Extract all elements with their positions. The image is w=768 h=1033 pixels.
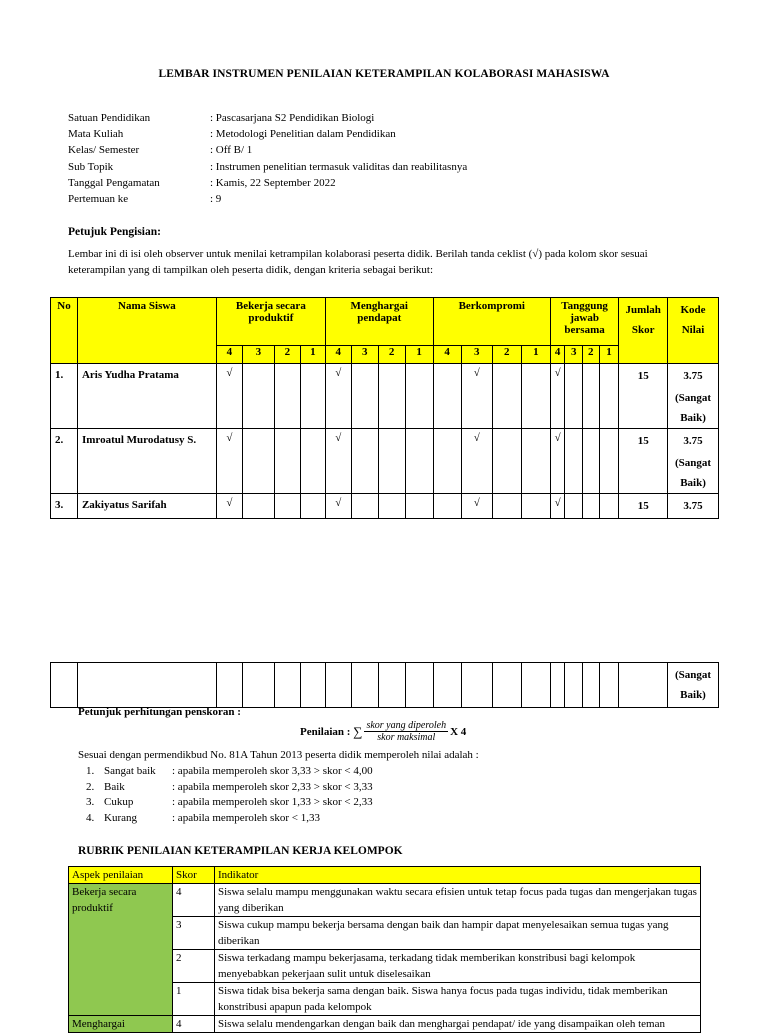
scoring-heading: Petunjuk perhitungan penskoran :: [78, 706, 241, 718]
score-cell[interactable]: [351, 429, 378, 494]
score-cell[interactable]: [274, 494, 300, 519]
score-cell[interactable]: [599, 429, 619, 494]
score-header: 2: [583, 346, 600, 364]
criteria-desc: : apabila memperoleh skor 3,33 > skor < 4,00: [172, 765, 373, 777]
rubric-row: [69, 884, 701, 917]
score-header: 3: [351, 346, 378, 364]
score-header: 3: [242, 346, 274, 364]
header-aspect-1: Bekerja secara produktif: [216, 298, 325, 346]
total-score: 15: [619, 494, 668, 519]
info-block: [68, 110, 467, 207]
rubric-indicator: Siswa cukup mampu bekerja bersama dengan baik dan hampir dapat menyelesaikan semua tugas yang diberikan: [215, 917, 701, 950]
total-score: 15: [619, 364, 668, 429]
score-cell[interactable]: [433, 494, 461, 519]
check-mark[interactable]: √: [461, 364, 492, 429]
code-cell: [668, 429, 719, 494]
total-score: 15: [619, 429, 668, 494]
score-cell[interactable]: [565, 364, 583, 429]
header-code: Kode Nilai: [668, 298, 719, 364]
score-cell[interactable]: [599, 494, 619, 519]
criteria-label: Kurang: [104, 811, 137, 824]
info-row: [68, 159, 467, 175]
check-mark[interactable]: √: [216, 494, 242, 519]
criteria-number: 1.: [86, 765, 95, 777]
score-cell[interactable]: [433, 364, 461, 429]
criteria-desc: : apabila memperoleh skor 2,33 > skor < 3,33: [172, 780, 373, 793]
score-cell[interactable]: [300, 494, 325, 519]
score-cell[interactable]: [583, 429, 600, 494]
row-number: 3.: [51, 494, 78, 519]
formula-denominator: skor maksimal: [377, 732, 436, 743]
score-header: 4: [216, 346, 242, 364]
rubric-score: 2: [173, 950, 215, 983]
rubric-score: 4: [173, 884, 215, 917]
info-value: : 9: [210, 193, 222, 206]
score-cell[interactable]: [405, 429, 433, 494]
score-cell[interactable]: [242, 494, 274, 519]
score-cell[interactable]: [242, 364, 274, 429]
score-header: 1: [521, 346, 550, 364]
info-row: [68, 110, 467, 126]
info-value: : Off B/ 1: [210, 144, 253, 157]
score-cell[interactable]: [242, 429, 274, 494]
rubric-header-aspect: Aspek penilaian: [69, 867, 173, 884]
code-value: 3.75: [683, 500, 703, 512]
formula-multiplier: X 4: [450, 725, 467, 738]
score-cell[interactable]: [405, 494, 433, 519]
criteria-item: [86, 780, 373, 796]
score-cell[interactable]: [274, 364, 300, 429]
score-header: 2: [274, 346, 300, 364]
criteria-item: [86, 811, 373, 827]
score-header: 2: [492, 346, 521, 364]
document-title: LEMBAR INSTRUMEN PENILAIAN KETERAMPILAN KOLABORASI MAHASISWA: [158, 68, 610, 80]
check-mark[interactable]: √: [216, 364, 242, 429]
formula-numerator: skor yang diperoleh: [366, 720, 447, 731]
check-mark[interactable]: √: [325, 494, 351, 519]
score-header: 4: [433, 346, 461, 364]
check-mark[interactable]: √: [325, 429, 351, 494]
header-no: No: [51, 298, 78, 364]
assessment-table: [50, 297, 719, 519]
table-row: [51, 429, 719, 494]
criteria-item: [86, 764, 373, 780]
criteria-desc: : apabila memperoleh skor 1,33 > skor < 2,33: [172, 796, 373, 809]
score-cell[interactable]: [300, 364, 325, 429]
rubric-score: 3: [173, 917, 215, 950]
info-label: Tanggal Pengamatan: [68, 176, 160, 189]
rubric-row: [69, 1016, 701, 1033]
rubric-indicator: Siswa tidak bisa bekerja sama dengan baik. Siswa hanya focus pada tugas individu, tidak memberikan konstribusi apapun pada kelompok: [215, 983, 701, 1016]
criteria-number: 3.: [86, 796, 95, 809]
student-name: Imroatul Murodatusy S.: [77, 429, 216, 494]
rubric-indicator: Siswa selalu mendengarkan dengan baik dan menghargai pendapat/ ide yang disampaikan oleh teman: [215, 1016, 701, 1033]
score-header: 1: [405, 346, 433, 364]
score-cell[interactable]: [492, 494, 521, 519]
instructions-text: Lembar ini di isi oleh observer untuk menilai ketrampilan kolaborasi peserta didik. Berilah tanda ceklist (√) pada kolom skor sesuai keterampilan yang di tampilkan oleh peserta didik, dengan kriteria sebagai berikut:: [68, 248, 648, 276]
header-name: Nama Siswa: [77, 298, 216, 364]
score-cell[interactable]: [378, 494, 405, 519]
info-row: [68, 142, 467, 158]
info-label: Satuan Pendidikan: [68, 112, 151, 124]
check-mark[interactable]: √: [325, 364, 351, 429]
score-cell[interactable]: [378, 429, 405, 494]
score-cell[interactable]: [565, 429, 583, 494]
check-mark[interactable]: √: [550, 364, 565, 429]
score-cell[interactable]: [351, 364, 378, 429]
code-label: (Sangat Baik): [675, 457, 712, 489]
rubric-score: 4: [173, 1016, 215, 1033]
score-header: 4: [550, 346, 565, 364]
row-number: 1.: [51, 364, 78, 429]
scoring-sentence: Sesuai dengan permendikbud No. 81A Tahun 2013 peserta didik memperoleh nilai adalah :: [78, 749, 479, 761]
rubric-indicator: Siswa selalu mampu menggunakan waktu secara efisien untuk tetap focus pada tugas dan mengerjakan tugas yang diberikan: [215, 884, 701, 917]
score-header: 1: [599, 346, 619, 364]
header-aspect-3: Berkompromi: [433, 298, 550, 346]
check-mark[interactable]: √: [216, 429, 242, 494]
rubric-aspect: Menghargai: [69, 1016, 173, 1033]
criteria-item: [86, 795, 373, 811]
check-mark[interactable]: √: [461, 494, 492, 519]
criteria-number: 2.: [86, 780, 95, 793]
header-aspect-4: Tanggung jawab bersama: [550, 298, 618, 346]
code-label: (Sangat Baik): [675, 392, 712, 424]
info-row: [68, 126, 467, 142]
student-name: Zakiyatus Sarifah: [77, 494, 216, 519]
info-value: : Instrumen penelitian termasuk validitas dan reabilitasnya: [210, 160, 468, 173]
info-label: Kelas/ Semester: [68, 144, 140, 157]
info-value: : Metodologi Penelitian dalam Pendidikan: [210, 128, 396, 141]
info-row: [68, 175, 467, 191]
code-cell: [668, 364, 719, 429]
criteria-number: 4.: [86, 811, 95, 824]
score-cell[interactable]: [521, 364, 550, 429]
info-label: Pertemuan ke: [68, 193, 129, 206]
score-cell[interactable]: [492, 364, 521, 429]
score-cell[interactable]: [521, 494, 550, 519]
rubric-header-score: Skor: [173, 867, 215, 884]
info-value: : Kamis, 22 September 2022: [210, 176, 336, 189]
score-cell[interactable]: [583, 364, 600, 429]
rubric-header-indicator: Indikator: [215, 867, 701, 884]
student-name: Aris Yudha Pratama: [77, 364, 216, 429]
score-cell[interactable]: [521, 429, 550, 494]
criteria-label: Baik: [104, 780, 125, 793]
score-cell[interactable]: [492, 429, 521, 494]
rubric-score: 1: [173, 983, 215, 1016]
criteria-desc: : apabila memperoleh skor < 1,33: [172, 811, 320, 824]
info-row: [68, 191, 467, 207]
check-mark[interactable]: √: [550, 429, 565, 494]
rubric-aspect: Bekerja secara produktif: [69, 884, 173, 1016]
criteria-label: Sangat baik: [104, 765, 156, 777]
assessment-table-continued: [50, 662, 719, 708]
score-cell[interactable]: [274, 429, 300, 494]
score-cell[interactable]: [565, 494, 583, 519]
criteria-list: [86, 764, 373, 826]
code-cell: [668, 494, 719, 519]
info-label: Mata Kuliah: [68, 128, 124, 141]
formula-sigma: ∑: [353, 723, 363, 739]
continued-code-label: (Sangat Baik): [668, 663, 719, 708]
code-value: 3.75: [683, 370, 703, 382]
scoring-formula: [300, 720, 466, 743]
score-header: 3: [565, 346, 583, 364]
info-value: : Pascasarjana S2 Pendidikan Biologi: [210, 112, 375, 124]
rubric-table: [68, 866, 701, 1033]
check-mark[interactable]: √: [550, 494, 565, 519]
rubric-indicator: Siswa terkadang mampu bekerjasama, terkadang tidak memberikan konstribusi bagi kelompok menyebabkan pekerjaan sulit untuk diselesaikan: [215, 950, 701, 983]
info-label: Sub Topik: [68, 160, 114, 173]
score-cell[interactable]: [583, 494, 600, 519]
check-mark[interactable]: √: [461, 429, 492, 494]
header-total: Jumlah Skor: [619, 298, 668, 364]
score-header: 4: [325, 346, 351, 364]
instructions-heading: Petujuk Pengisian:: [68, 226, 161, 238]
score-cell[interactable]: [405, 364, 433, 429]
rubric-heading: RUBRIK PENILAIAN KETERAMPILAN KERJA KELOMPOK: [78, 845, 403, 857]
score-header: 2: [378, 346, 405, 364]
formula-label: Penilaian :: [300, 725, 351, 738]
table-row: [51, 494, 719, 519]
score-cell[interactable]: [300, 429, 325, 494]
score-cell[interactable]: [351, 494, 378, 519]
score-cell[interactable]: [378, 364, 405, 429]
score-cell[interactable]: [599, 364, 619, 429]
header-aspect-2: Menghargai pendapat: [325, 298, 433, 346]
score-header: 1: [300, 346, 325, 364]
criteria-label: Cukup: [104, 796, 134, 809]
score-header: 3: [461, 346, 492, 364]
table-row: [51, 364, 719, 429]
score-cell[interactable]: [433, 429, 461, 494]
row-number: 2.: [51, 429, 78, 494]
code-value: 3.75: [683, 435, 703, 447]
